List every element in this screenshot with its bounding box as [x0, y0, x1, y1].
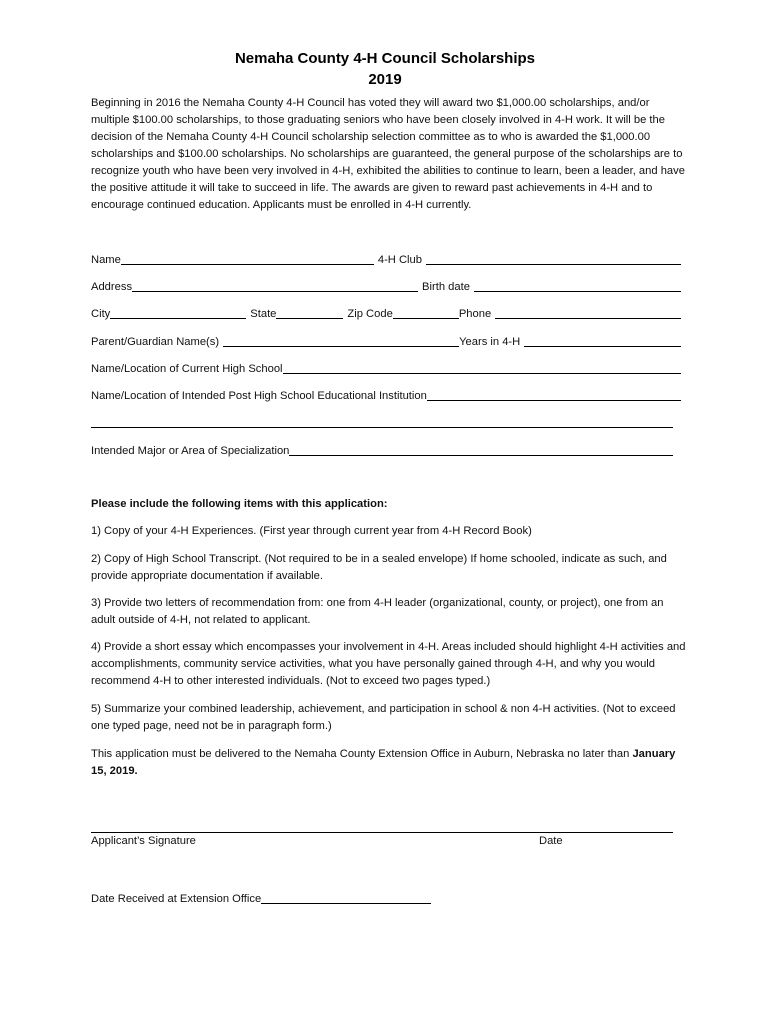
major-field[interactable]	[289, 443, 673, 456]
post-high-continuation-field[interactable]	[91, 415, 673, 428]
delivery-note	[91, 746, 687, 780]
state-label: State	[250, 308, 277, 320]
post-high-label: Name/Location of Intended Post High School Educational Institution	[91, 390, 427, 402]
received-field[interactable]	[261, 891, 431, 904]
deadline-text: January 15, 2019.	[91, 748, 676, 777]
post-high-continuation-row	[91, 413, 673, 429]
phone-label: Phone	[458, 308, 492, 320]
high-school-field[interactable]	[283, 361, 681, 374]
applicant-signature-label: Applicant’s Signature	[91, 835, 196, 847]
address-birthdate-row	[91, 277, 681, 293]
name-club-row	[91, 250, 681, 266]
club-label: 4-H Club	[377, 254, 422, 266]
name-field[interactable]	[121, 252, 374, 265]
requirement-item-2: 2) Copy of High School Transcript. (Not required to be in a sealed envelope) If home schooled, indicate as such, and provide appropriate documentation if available.	[91, 553, 667, 582]
requirement-item-3: 3) Provide two letters of recommendation from: one from 4-H leader (organizational, county, or project), one from an adult outside of 4-H, not related to applicant.	[91, 597, 664, 626]
address-label: Address	[91, 281, 133, 293]
post-high-field[interactable]	[427, 388, 681, 401]
phone-field[interactable]	[495, 306, 681, 319]
signature-line[interactable]	[91, 832, 673, 833]
club-field[interactable]	[426, 252, 681, 265]
page-year: 2019	[368, 71, 402, 88]
delivery-text: This application must be delivered to the Nemaha County Extension Office in Auburn, Nebraska no later than	[91, 748, 630, 760]
high-school-label: Name/Location of Current High School	[91, 363, 283, 375]
requirement-item-5: 5) Summarize your combined leadership, achievement, and participation in school & non 4-H activities. (Not to exceed one typed page, need not be in paragraph form.)	[91, 703, 676, 732]
parent-label: Parent/Guardian Name(s)	[91, 336, 220, 348]
years-label: Years in 4-H	[459, 336, 521, 348]
intro-paragraph: Beginning in 2016 the Nemaha County 4-H Council has voted they will award two $1,000.00 scholarships, and/or multiple $100.00 scholarships, to those graduating seniors who have been closely involved in 4-H work. It will be the decision of the Nemaha County 4-H Council scholarship selection committee as to who is awarded the $1,000.00 scholarships and $100.00 scholarships. No scholarships are guaranteed, the general purpose of the scholarships are to recognize youth who have been very involved in 4-H, exhibited the abilities to continue to learn, been a leader, and have the positive attitude it will take to succeed in life. The awards are given to reward past achievements in 4-H and to encourage continued education. Applicants must be enrolled in 4-H currently.	[91, 97, 685, 211]
received-label: Date Received at Extension Office	[91, 893, 262, 905]
birth-date-field[interactable]	[474, 279, 681, 292]
parent-field[interactable]	[223, 334, 459, 347]
requirements-heading: Please include the following items with this application:	[91, 498, 388, 510]
name-label: Name	[91, 254, 121, 266]
requirement-item-1: 1) Copy of your 4-H Experiences. (First year through current year from 4-H Record Book)	[91, 525, 532, 537]
parent-years-row	[91, 332, 681, 348]
requirement-item-4: 4) Provide a short essay which encompasses your involvement in 4-H. Areas included should highlight 4-H activities and accomplishments, community service activities, what you have personally gained through 4-H, and why you would recommend 4-H to other interested individuals. (Not to exceed two pages typed.)	[91, 641, 686, 687]
major-row	[91, 441, 673, 457]
zip-label: Zip Code	[347, 308, 393, 320]
major-label: Intended Major or Area of Specialization	[91, 445, 290, 457]
birth-date-label: Birth date	[422, 281, 470, 293]
years-field[interactable]	[524, 334, 681, 347]
city-field[interactable]	[110, 306, 246, 319]
state-field[interactable]	[276, 306, 343, 319]
zip-field[interactable]	[393, 306, 459, 319]
post-high-row	[91, 386, 681, 402]
high-school-row	[91, 359, 681, 375]
received-row	[91, 889, 431, 905]
address-field[interactable]	[132, 279, 418, 292]
page-title: Nemaha County 4-H Council Scholarships	[234, 50, 536, 67]
signature-date-label: Date	[539, 835, 563, 847]
city-state-zip-phone-row	[91, 304, 681, 320]
city-label: City	[91, 308, 111, 320]
